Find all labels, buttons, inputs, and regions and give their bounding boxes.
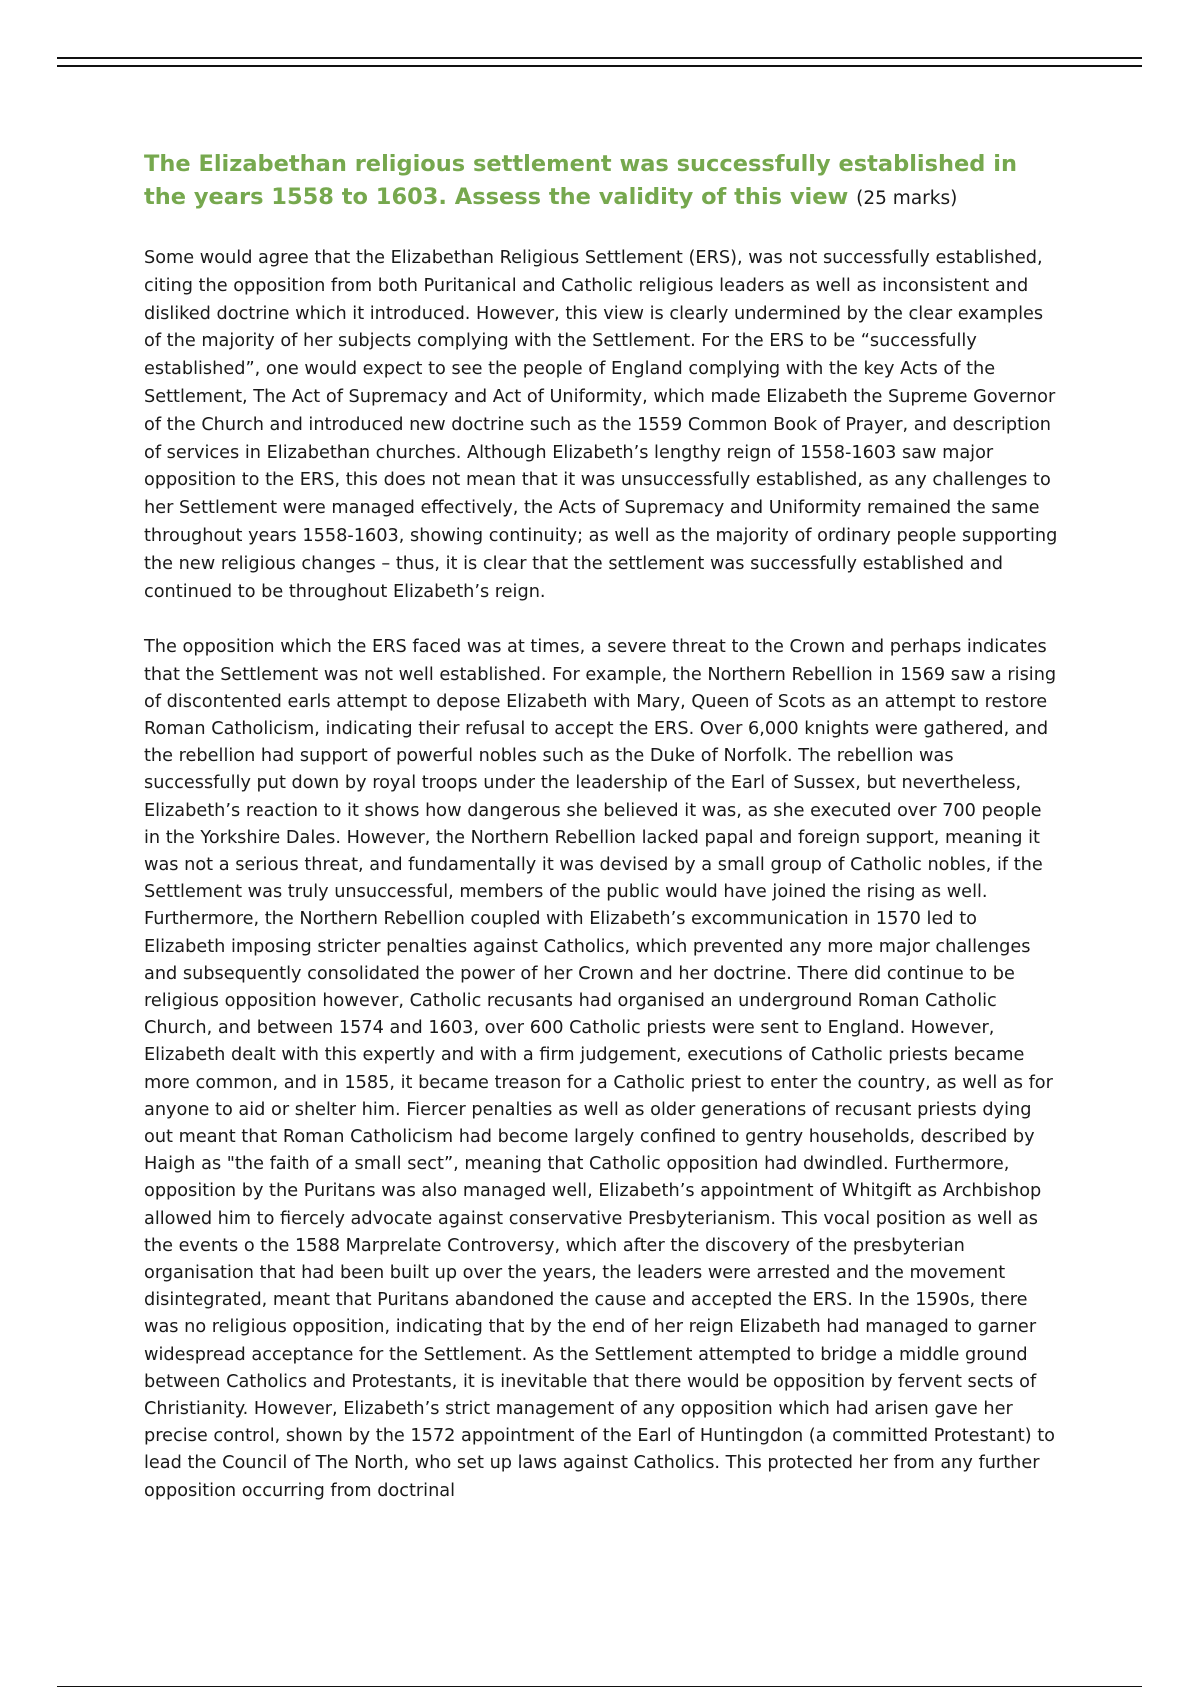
- header-rule-thin: [57, 65, 1142, 67]
- document-body: [144, 148, 1059, 1505]
- footer-rule: [57, 1686, 1142, 1687]
- paragraph-introduction: Some would agree that the Elizabethan Religious Settlement (ERS), was not successfully established, citing the opposition from both Puritanical and Catholic religious leaders as well as inconsistent and disliked doctrine which it introduced. However, this view is clearly undermined by the clear examples of the majority of her subjects complying with the Settlement. For the ERS to be “successfully established”, one would expect to see the people of England complying with the key Acts of the Settlement, The Act of Supremacy and Act of Uniformity, which made Elizabeth the Supreme Governor of the Church and introduced new doctrine such as the 1559 Common Book of Prayer, and description of services in Elizabethan churches. Although Elizabeth’s lengthy reign of 1558-1603 saw major opposition to the ERS, this does not mean that it was unsuccessfully established, as any challenges to her Settlement were managed effectively, the Acts of Supremacy and Uniformity remained the same throughout years 1558-1603, showing continuity; as well as the majority of ordinary people supporting the new religious changes – thus, it is clear that the settlement was successfully established and continued to be throughout Elizabeth’s reign.: [144, 248, 1058, 602]
- essay-title: The Elizabethan religious settlement was successfully established in the years 1558 to 1603. Assess the validity of this view: [144, 151, 1017, 210]
- paragraph-opposition: The opposition which the ERS faced was at times, a severe threat to the Crown and perhaps indicates that the Settlement was not well established. For example, the Northern Rebellion in 1569 saw a rising of discontented earls attempt to depose Elizabeth with Mary, Queen of Scots as an attempt to restore Roman Catholicism, indicating their refusal to accept the ERS. Over 6,000 knights were gathered, and the rebellion had support of powerful nobles such as the Duke of Norfolk. The rebellion was successfully put down by royal troops under the leadership of the Earl of Sussex, but nevertheless, Elizabeth’s reaction to it shows how dangerous she believed it was, as she executed over 700 people in the Yorkshire Dales. However, the Northern Rebellion lacked papal and foreign support, meaning it was not a serious threat, and fundamentally it was devised by a small group of Catholic nobles, if the Settlement was truly unsuccessful, members of the public would have joined the rising as well. Furthermore, the Northern Rebellion coupled with Elizabeth’s excommunication in 1570 led to Elizabeth imposing stricter penalties against Catholics, which prevented any more major challenges and subsequently consolidated the power of her Crown and her doctrine. There did continue to be religious opposition however, Catholic recusants had organised an underground Roman Catholic Church, and between 1574 and 1603, over 600 Catholic priests were sent to England. However, Elizabeth dealt with this expertly and with a firm judgement, executions of Catholic priests became more common, and in 1585, it became treason for a Catholic priest to enter the country, as well as for anyone to aid or shelter him. Fiercer penalties as well as older generations of recusant priests dying out meant that Roman Catholicism had become largely confined to gentry households, described by Haigh as "the faith of a small sect”, meaning that Catholic opposition had dwindled. Furthermore, opposition by the Puritans was also managed well, Elizabeth’s appointment of Whitgift as Archbishop allowed him to fiercely advocate against conservative Presbyterianism. This vocal position as well as the events o the 1588 Marprelate Controversy, which after the discovery of the presbyterian organisation that had been built up over the years, the leaders were arrested and the movement disintegrated, meant that Puritans abandoned the cause and accepted the ERS. In the 1590s, there was no religious opposition, indicating that by the end of her reign Elizabeth had managed to garner widespread acceptance for the Settlement. As the Settlement attempted to bridge a middle ground between Catholics and Protestants, it is inevitable that there would be opposition by fervent sects of Christianity. However, Elizabeth’s strict management of any opposition which had arisen gave her precise control, shown by the 1572 appointment of the Earl of Huntingdon (a committed Protestant) to lead the Council of The North, who set up laws against Catholics. This protected her from any further opposition occurring from doctrinal: [144, 637, 1057, 1501]
- essay-question: [144, 148, 1059, 215]
- header-rule-thick: [57, 57, 1142, 59]
- marks-label: (25 marks): [856, 188, 958, 209]
